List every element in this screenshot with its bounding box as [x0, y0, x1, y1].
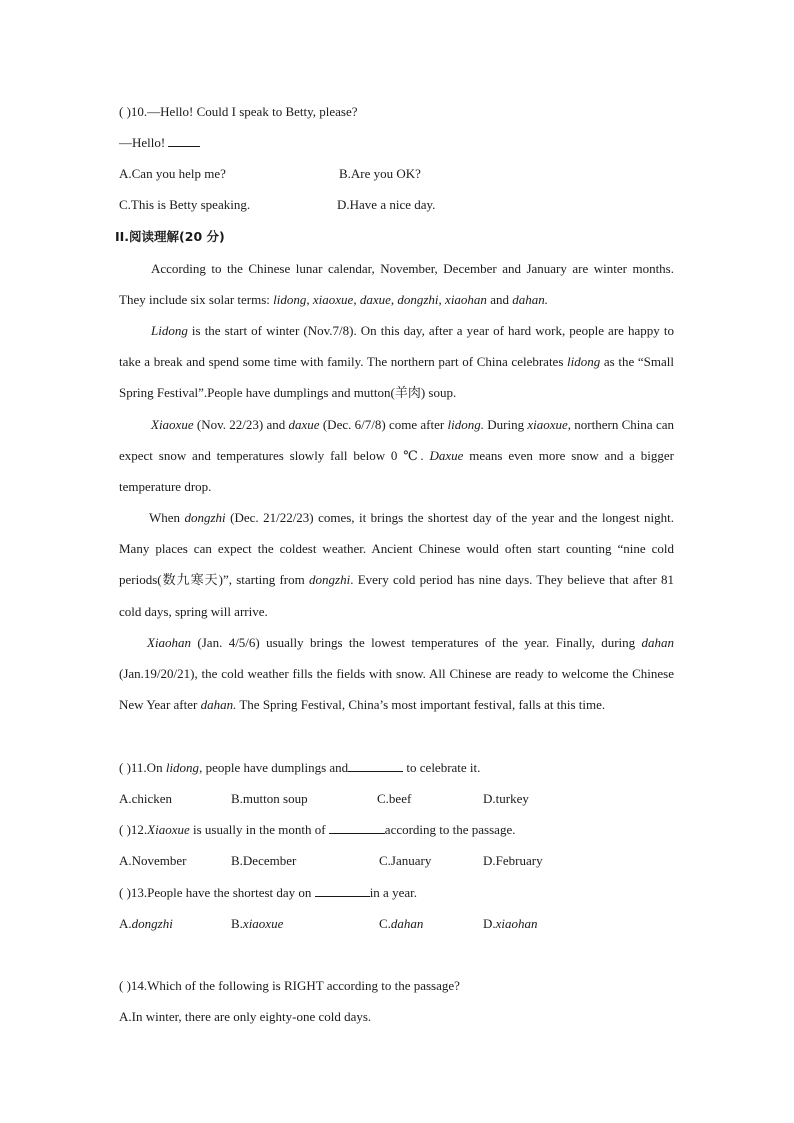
option-12-c[interactable]: C.January — [379, 853, 432, 868]
question-10-reply — [119, 135, 200, 151]
option-10-c[interactable]: C.This is Betty speaking. — [119, 197, 251, 212]
passage-paragraph-2: Lidong is the start of winter (Nov.7/8). On this day, after a year of hard work, people are happy to take a break and spend some time with family. The northern part of China celebrates lidong as the “Small Spring Festival”.People have dumplings and mutton(羊肉) soup. — [119, 323, 674, 401]
answer-blank[interactable] — [329, 822, 385, 834]
question-10-stem — [119, 104, 358, 120]
passage-paragraph-5: Xiaohan (Jan. 4/5/6) usually brings the lowest temperatures of the year. Finally, during dahan (Jan.19/20/21), the cold weather fills the fields with snow. All Chinese are ready to welcome the Chinese New Year after dahan. The Spring Festival, China’s most important festival, falls at this time. — [119, 635, 674, 713]
option-10-b[interactable]: B.Are you OK? — [339, 166, 421, 181]
passage-paragraph-3: Xiaoxue (Nov. 22/23) and daxue (Dec. 6/7/8) come after lidong. During xiaoxue, northern China can expect snow and temperatures slowly fall below 0 ℃. Daxue means even more snow and a bigger temperature drop. — [119, 417, 674, 495]
answer-blank[interactable] — [315, 885, 370, 897]
option-14-a[interactable]: A.In winter, there are only eighty-one cold days. — [119, 1009, 372, 1024]
option-13-a[interactable]: A.dongzhi — [119, 916, 173, 931]
option-12-b[interactable]: B.December — [231, 853, 297, 868]
option-10-a[interactable]: A.Can you help me? — [119, 166, 226, 181]
question-11-stem: ( )11.On lidong, people have dumplings and to celebrate it. — [119, 760, 481, 775]
answer-blank[interactable] — [168, 135, 200, 147]
option-12-a[interactable]: A.November — [119, 853, 187, 868]
option-13-d[interactable]: D.xiaohan — [483, 916, 538, 931]
section-heading: II.阅读理解(20 分) — [115, 229, 225, 244]
option-12-d[interactable]: D.February — [483, 853, 543, 868]
option-11-c[interactable]: C.beef — [377, 791, 412, 806]
option-11-b[interactable]: B.mutton soup — [231, 791, 308, 806]
question-12-stem: ( )12.Xiaoxue is usually in the month of according to the passage. — [119, 822, 516, 837]
reply-text: —Hello! — [119, 135, 166, 150]
passage-paragraph-4: When dongzhi (Dec. 21/22/23) comes, it brings the shortest day of the year and the longest night. Many places can expect the coldest weather. Ancient Chinese would often start counting “nine cold periods(数九寒天)”, starting from dongzhi. Every cold period has nine days. They believe that after 81 cold days, spring will arrive. — [119, 510, 674, 619]
passage-paragraph-1: According to the Chinese lunar calendar, November, December and January are winter months. They include six solar terms: lidong, xiaoxue, daxue, dongzhi, xiaohan and dahan. — [119, 261, 674, 308]
question-13-stem: ( )13.People have the shortest day on in a year. — [119, 885, 417, 900]
answer-blank[interactable] — [348, 760, 403, 772]
option-11-a[interactable]: A.chicken — [119, 791, 173, 806]
question-14-stem: ( )14.Which of the following is RIGHT according to the passage? — [119, 978, 460, 993]
option-10-d[interactable]: D.Have a nice day. — [337, 197, 436, 212]
option-11-d[interactable]: D.turkey — [483, 791, 529, 806]
option-13-c[interactable]: C.dahan — [379, 916, 424, 931]
question-10-text: ( )10.—Hello! Could I speak to Betty, please? — [119, 104, 358, 119]
option-13-b[interactable]: B.xiaoxue — [231, 916, 284, 931]
